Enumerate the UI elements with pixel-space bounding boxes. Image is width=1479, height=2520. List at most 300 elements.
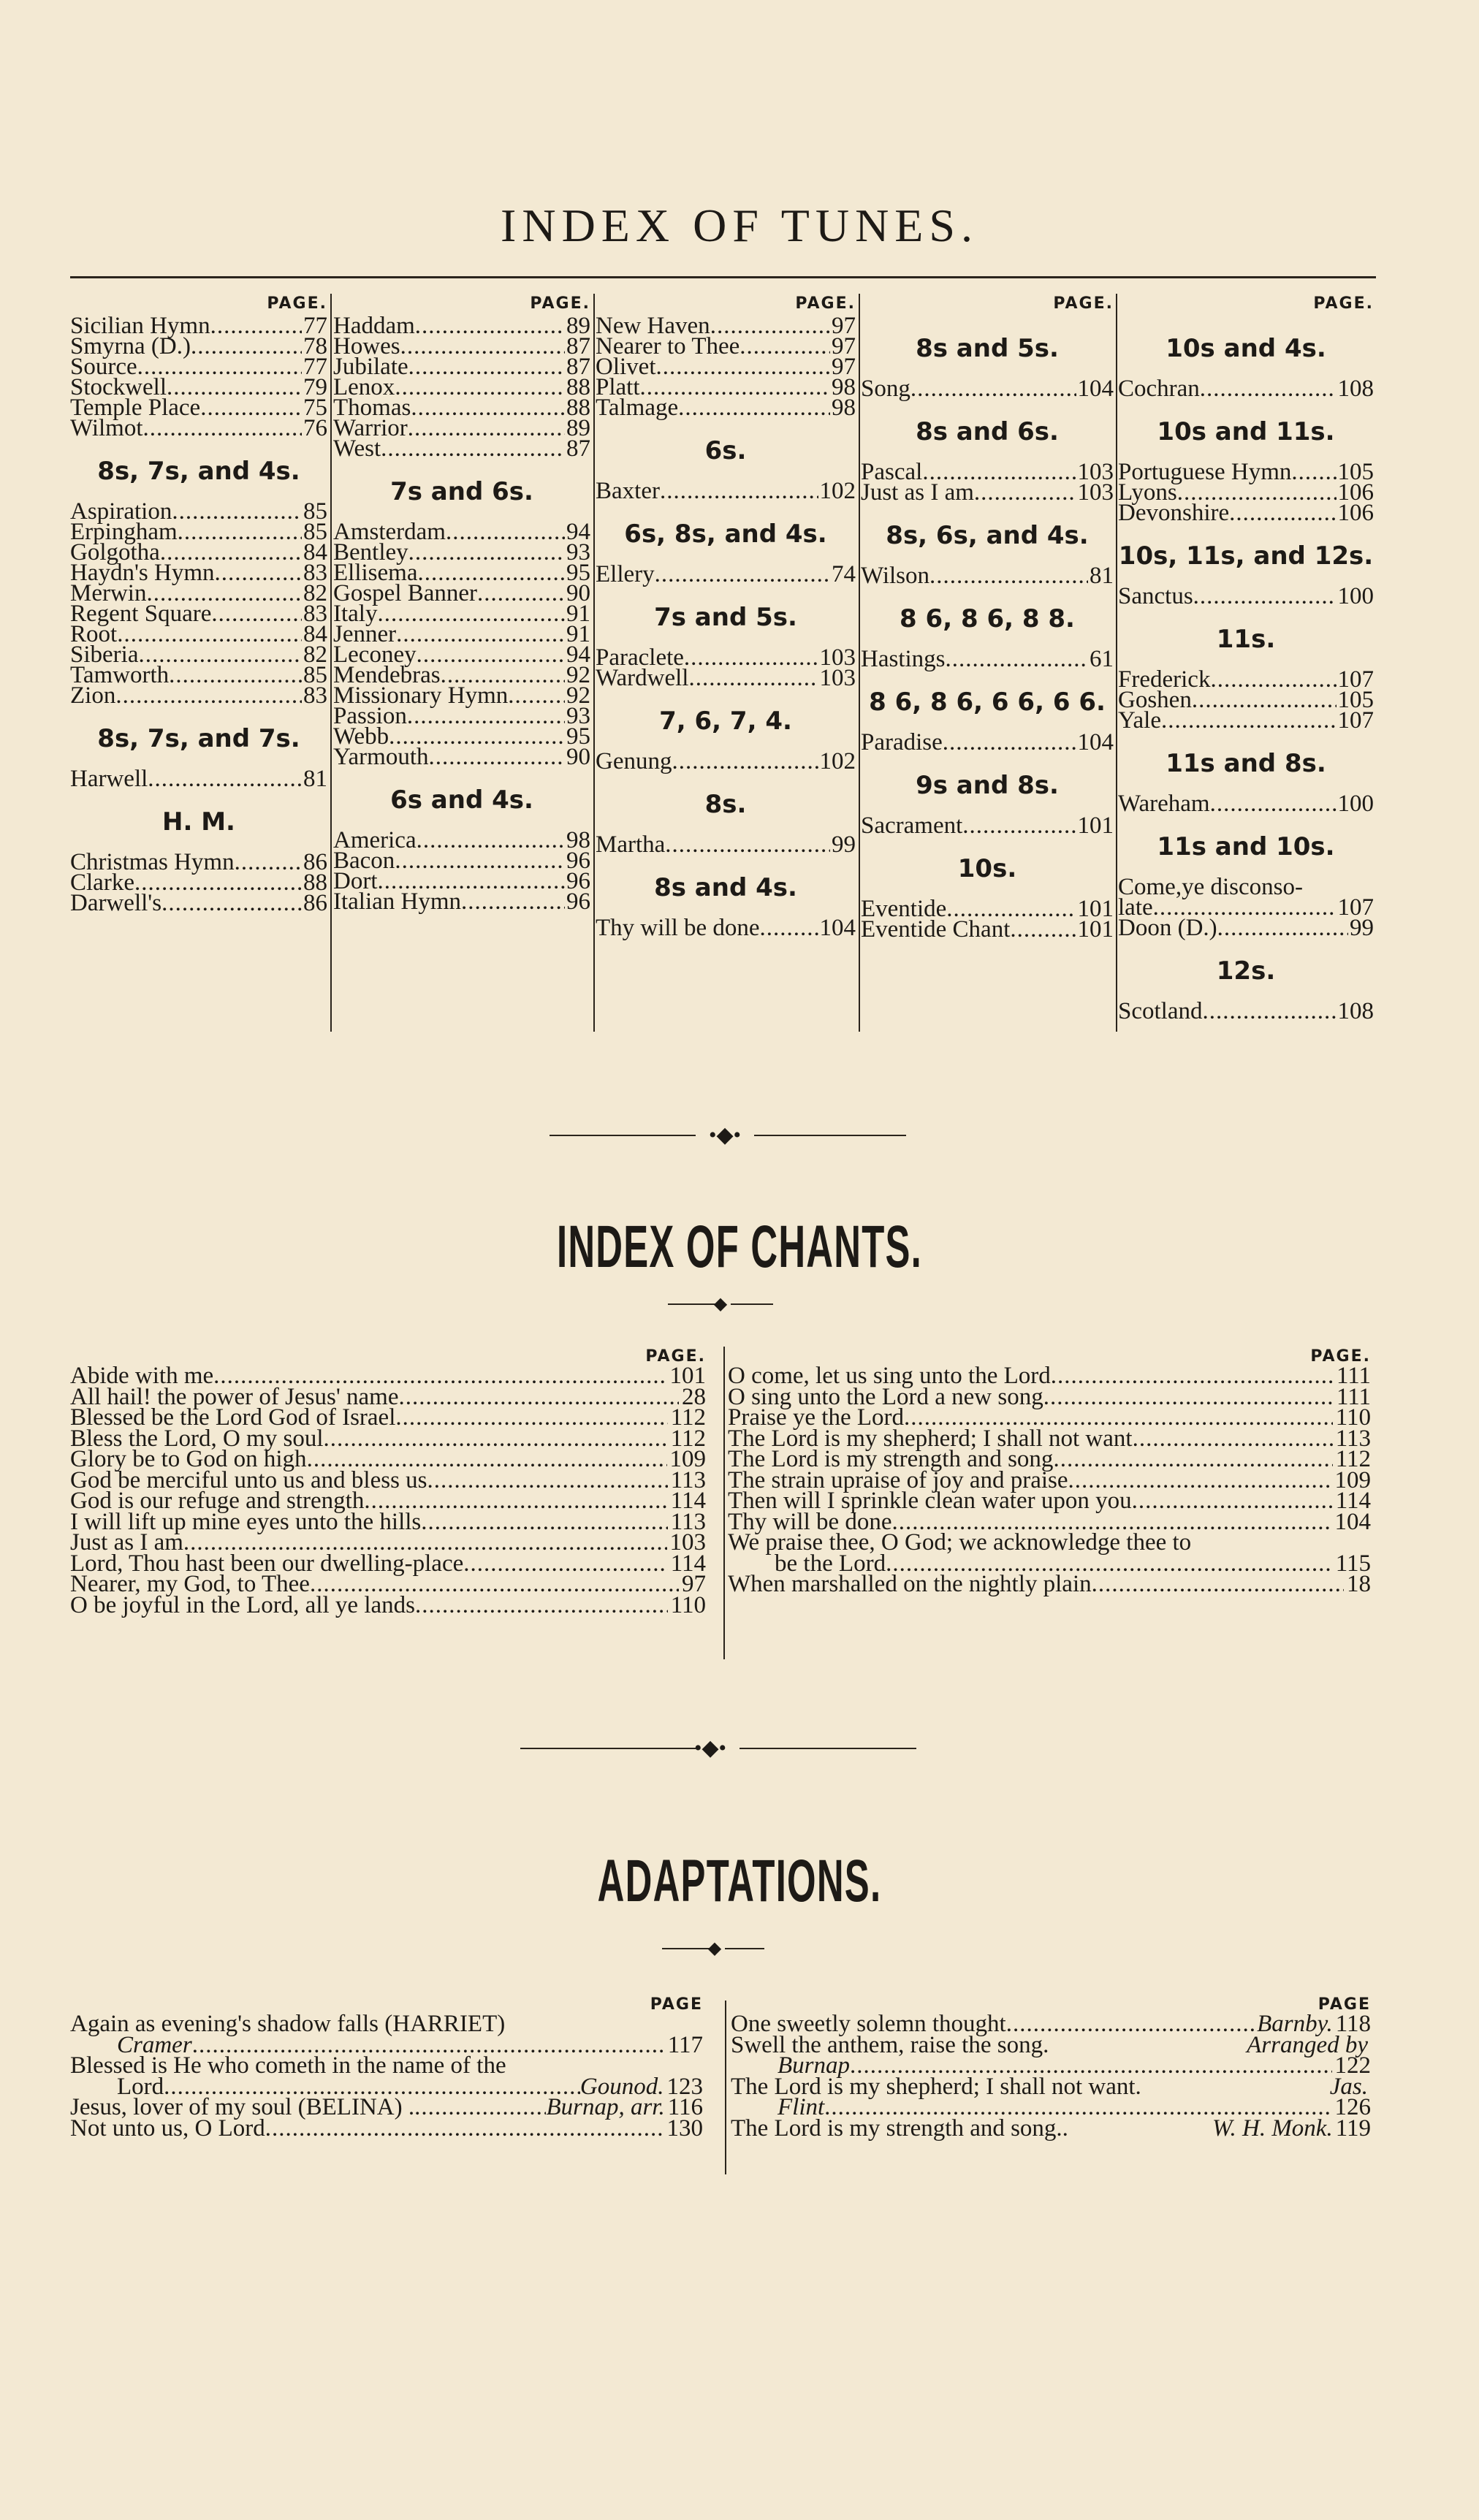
dot-leader bbox=[265, 2118, 664, 2139]
tune-entry bbox=[861, 646, 1114, 672]
dot-leader bbox=[396, 624, 565, 644]
tune-entry bbox=[70, 682, 327, 709]
entry-title: I will lift up mine eyes unto the hills bbox=[70, 1508, 422, 1535]
tune-entry bbox=[1118, 998, 1374, 1024]
meter-heading: 8s, 6s, and 4s. bbox=[886, 521, 1089, 550]
tune-name: Italian Hymn bbox=[333, 888, 462, 915]
tune-page-number: 85 bbox=[303, 498, 327, 525]
dot-leader bbox=[395, 850, 565, 871]
entry-title: We praise thee, O God; we acknowledge thee to bbox=[728, 1529, 1192, 1556]
dot-leader bbox=[395, 377, 565, 397]
tune-page-number: 106 bbox=[1337, 479, 1374, 506]
tune-name: New Haven bbox=[596, 313, 710, 339]
tune-entry bbox=[1118, 376, 1374, 402]
tune-page-number: 99 bbox=[1350, 915, 1374, 941]
page-column-label: PAGE. bbox=[1313, 294, 1374, 313]
dot-leader bbox=[235, 852, 302, 872]
tune-entry bbox=[861, 812, 1114, 839]
tune-name: Wilmot bbox=[70, 415, 143, 441]
tune-name: Haddam bbox=[333, 313, 415, 339]
entry-title: Not unto us, O Lord bbox=[70, 2114, 265, 2142]
meter-heading: 10s. bbox=[957, 854, 1017, 883]
dot-leader bbox=[461, 891, 565, 912]
tune-page-number: 101 bbox=[1077, 916, 1114, 943]
tunes-column-divider bbox=[859, 294, 860, 1032]
dot-leader bbox=[1161, 710, 1337, 731]
tune-name: Howes bbox=[333, 333, 400, 359]
entry-title: One sweetly solemn thought bbox=[731, 2011, 1006, 2037]
entry-title: Nearer, my God, to Thee bbox=[70, 1571, 310, 1597]
dot-leader bbox=[408, 357, 565, 377]
tune-name: Warrior bbox=[333, 415, 408, 441]
tune-entry bbox=[1118, 791, 1374, 817]
dot-leader bbox=[946, 649, 1089, 669]
meter-heading: 10s and 4s. bbox=[1166, 334, 1326, 363]
dot-leader bbox=[117, 624, 302, 644]
tune-page-number: 94 bbox=[566, 642, 590, 668]
tune-page-number: 86 bbox=[303, 890, 327, 916]
dot-leader bbox=[415, 316, 565, 336]
page-column-label: PAGE. bbox=[530, 294, 590, 313]
tune-name: Olivet bbox=[596, 354, 656, 380]
meter-heading: 7s and 5s. bbox=[654, 603, 797, 632]
tune-entry bbox=[596, 561, 856, 587]
dot-leader bbox=[408, 418, 565, 438]
tune-name: Root bbox=[70, 621, 118, 647]
dot-leader bbox=[446, 522, 565, 542]
tune-name: Sanctus bbox=[1118, 583, 1193, 609]
tune-page-number: 104 bbox=[1077, 729, 1114, 755]
adaptations-column-divider bbox=[725, 2001, 726, 2174]
tune-page-number: 91 bbox=[566, 621, 590, 647]
dot-leader bbox=[655, 564, 830, 585]
adaptations-title: ADAPTATIONS. bbox=[597, 1848, 882, 1914]
dot-leader bbox=[655, 357, 830, 377]
entry-title: Abide with me bbox=[70, 1363, 214, 1389]
page-column-label: PAGE. bbox=[795, 294, 856, 313]
dot-leader bbox=[1291, 462, 1336, 482]
tune-name: Bentley bbox=[333, 539, 408, 566]
meter-heading: 8 6, 8 6, 6 6, 6 6. bbox=[869, 688, 1106, 717]
tune-page-number: 103 bbox=[819, 665, 856, 691]
tune-name: Smyrna (D.) bbox=[70, 333, 191, 359]
tune-entry bbox=[1118, 915, 1374, 941]
entry-page-number: 97 bbox=[682, 1571, 706, 1597]
dot-leader bbox=[1192, 690, 1337, 710]
tune-page-number: 75 bbox=[303, 395, 327, 421]
dot-leader bbox=[688, 668, 818, 688]
dot-leader bbox=[1229, 503, 1336, 523]
page-column-label: PAGE bbox=[1318, 1995, 1371, 2014]
tune-entry bbox=[596, 748, 856, 774]
tune-name: Eventide Chant bbox=[861, 916, 1011, 943]
tune-page-number: 83 bbox=[303, 560, 327, 586]
dot-leader bbox=[660, 481, 818, 501]
tune-name: Lyons bbox=[1118, 479, 1177, 506]
tune-page-number: 105 bbox=[1337, 459, 1374, 485]
meter-heading: 7, 6, 7, 4. bbox=[659, 707, 792, 736]
tune-name: Talmage bbox=[596, 395, 679, 421]
entry-page-number: 104 bbox=[1334, 1508, 1371, 1535]
meter-heading: 11s and 10s. bbox=[1157, 832, 1335, 861]
dot-leader bbox=[1132, 1491, 1333, 1512]
tune-name: Lenox bbox=[333, 374, 395, 400]
tune-entry bbox=[596, 665, 856, 691]
chants-ornament-icon: ◆ bbox=[713, 1295, 728, 1314]
tune-name: Paraclete bbox=[596, 644, 684, 671]
dot-leader bbox=[421, 1512, 667, 1533]
tune-page-number: 88 bbox=[566, 395, 590, 421]
tune-page-number: 77 bbox=[303, 313, 327, 339]
tune-name: Golgotha bbox=[70, 539, 160, 566]
tune-name: Ellisema bbox=[333, 560, 418, 586]
entry-page-number: 28 bbox=[682, 1383, 706, 1410]
tune-entry bbox=[596, 395, 856, 421]
tune-entry bbox=[596, 478, 856, 504]
entry-title: O be joyful in the Lord, all ye lands bbox=[70, 1591, 415, 1618]
tune-entry bbox=[1118, 583, 1374, 609]
entry-title: Swell the anthem, raise the song. bbox=[731, 2031, 1049, 2058]
entry-title: O come, let us sing unto the Lord bbox=[728, 1363, 1051, 1389]
tune-page-number: 86 bbox=[303, 849, 327, 875]
dot-leader bbox=[407, 706, 565, 726]
dot-leader bbox=[411, 397, 565, 418]
entry-composer: Arranged by bbox=[1247, 2031, 1368, 2058]
adaptations-left-column bbox=[70, 1995, 703, 2142]
dot-leader bbox=[1092, 1574, 1344, 1595]
tune-name: Webb bbox=[333, 723, 389, 750]
meter-heading: 11s. bbox=[1216, 625, 1276, 654]
entry-title: Praise ye the Lord bbox=[728, 1404, 905, 1431]
entry-page-number: 112 bbox=[670, 1404, 706, 1431]
tunes-top-rule bbox=[70, 276, 1376, 278]
tune-name: Gospel Banner bbox=[333, 580, 478, 606]
tune-page-number: 84 bbox=[303, 539, 327, 566]
tune-page-number: 96 bbox=[566, 888, 590, 915]
meter-heading: 7s and 6s. bbox=[390, 477, 533, 506]
dot-leader bbox=[161, 893, 302, 913]
tune-page-number: 88 bbox=[303, 869, 327, 896]
tune-name: Regent Square bbox=[70, 601, 212, 627]
tune-page-number: 89 bbox=[566, 313, 590, 339]
tune-name: America bbox=[333, 827, 417, 853]
entry-page-number: 111 bbox=[1336, 1383, 1371, 1410]
page-column-label: PAGE. bbox=[645, 1347, 706, 1366]
tune-entry bbox=[1118, 707, 1374, 734]
dot-leader bbox=[169, 665, 302, 685]
entry-page-number: 109 bbox=[1334, 1466, 1371, 1493]
dot-leader bbox=[665, 834, 830, 855]
tune-name: Missionary Hymn bbox=[333, 682, 509, 709]
meter-heading: 10s, 11s, and 12s. bbox=[1118, 541, 1374, 571]
dot-leader bbox=[1193, 586, 1337, 606]
entry-composer: W. H. Monk. bbox=[1212, 2114, 1333, 2142]
tune-page-number: 94 bbox=[566, 519, 590, 545]
tune-name: Merwin bbox=[70, 580, 147, 606]
tune-name: Wardwell bbox=[596, 665, 689, 691]
tune-name: Sicilian Hymn bbox=[70, 313, 210, 339]
tune-name: Temple Place bbox=[70, 395, 201, 421]
tune-page-number: 107 bbox=[1337, 707, 1374, 734]
entry-page-number: 122 bbox=[1334, 2052, 1371, 2079]
entry-title: God is our refuge and strength bbox=[70, 1488, 365, 1514]
tune-name: Jubilate bbox=[333, 354, 408, 380]
tune-name: Portuguese Hymn bbox=[1118, 459, 1292, 485]
tune-page-number: 95 bbox=[566, 560, 590, 586]
tune-name: Martha bbox=[596, 831, 666, 858]
tune-name: Yale bbox=[1118, 707, 1161, 734]
tune-name: Jenner bbox=[333, 621, 397, 647]
tune-page-number: 103 bbox=[1077, 479, 1114, 506]
meter-heading: 10s and 11s. bbox=[1157, 417, 1335, 446]
dot-leader bbox=[191, 336, 302, 357]
tune-name: Darwell's bbox=[70, 890, 162, 916]
index-entry bbox=[731, 2114, 1371, 2142]
tune-name: Wareham bbox=[1118, 791, 1210, 817]
tune-page-number: 92 bbox=[566, 662, 590, 688]
tune-page-number: 87 bbox=[566, 435, 590, 462]
tune-page-number: 102 bbox=[819, 748, 856, 774]
tune-name: Sacrament bbox=[861, 812, 963, 839]
page-column-label: PAGE bbox=[650, 1995, 703, 2014]
dot-leader bbox=[678, 397, 830, 418]
meter-heading: 8s, 7s, and 4s. bbox=[97, 457, 300, 486]
entry-title: The Lord is my strength and song bbox=[728, 1446, 1054, 1472]
chants-small-rule-right bbox=[731, 1303, 773, 1305]
dot-leader bbox=[910, 378, 1076, 399]
tune-page-number: 61 bbox=[1090, 646, 1114, 672]
entry-page-number: 110 bbox=[1335, 1404, 1371, 1431]
tune-entry bbox=[861, 479, 1114, 506]
tune-name: Come,ye disconso- bbox=[1118, 874, 1303, 900]
tune-entry bbox=[596, 915, 856, 941]
tune-name: Amsterdam bbox=[333, 519, 446, 545]
tune-name: Goshen bbox=[1118, 687, 1192, 713]
tune-page-number: 88 bbox=[566, 374, 590, 400]
tune-name: Doon (D.) bbox=[1118, 915, 1217, 941]
tune-entry bbox=[333, 744, 590, 770]
dot-leader bbox=[943, 732, 1076, 753]
entry-title: When marshalled on the nightly plain bbox=[728, 1571, 1092, 1597]
dot-leader bbox=[684, 647, 818, 668]
dot-leader bbox=[508, 685, 565, 706]
entry-composer: Gounod. bbox=[579, 2073, 664, 2100]
dot-leader bbox=[1133, 1428, 1333, 1450]
tune-page-number: 102 bbox=[819, 478, 856, 504]
dot-leader bbox=[1202, 1001, 1336, 1021]
tune-page-number: 99 bbox=[832, 831, 856, 858]
entry-page-number: 109 bbox=[669, 1446, 706, 1472]
tune-page-number: 108 bbox=[1337, 376, 1374, 402]
tune-name: Just as I am bbox=[861, 479, 974, 506]
tune-name: Genung bbox=[596, 748, 672, 774]
tunes-column-divider bbox=[1116, 294, 1117, 1032]
tune-page-number: 96 bbox=[566, 868, 590, 894]
meter-heading: 8s. bbox=[704, 790, 747, 819]
tune-name: Tamworth bbox=[70, 662, 170, 688]
index-entry bbox=[728, 1571, 1371, 1597]
tune-page-number: 108 bbox=[1337, 998, 1374, 1024]
tune-page-number: 97 bbox=[832, 333, 856, 359]
dot-leader bbox=[962, 815, 1076, 836]
tune-page-number: 82 bbox=[303, 642, 327, 668]
entry-title: Burnap bbox=[777, 2052, 850, 2079]
tune-name: Thy will be done bbox=[596, 915, 760, 941]
tune-entry bbox=[861, 729, 1114, 755]
tune-page-number: 81 bbox=[303, 766, 327, 792]
ornament-divider2-icon: •◆• bbox=[693, 1736, 727, 1760]
entry-title: Flint bbox=[777, 2094, 825, 2120]
dot-leader bbox=[1010, 919, 1076, 940]
tune-page-number: 107 bbox=[1337, 894, 1374, 921]
tune-page-number: 87 bbox=[566, 333, 590, 359]
entry-title: Then will I sprinkle clean water upon you bbox=[728, 1488, 1132, 1514]
dot-leader bbox=[399, 1387, 680, 1408]
tune-name: Song bbox=[861, 376, 910, 402]
tune-name: Eventide bbox=[861, 896, 947, 922]
entry-title: Again as evening's shadow falls (HARRIET) bbox=[70, 2011, 506, 2037]
tunes-column-1 bbox=[70, 294, 327, 916]
tune-page-number: 77 bbox=[303, 354, 327, 380]
tune-page-number: 101 bbox=[1077, 896, 1114, 922]
dot-leader bbox=[200, 397, 302, 418]
chants-column-divider bbox=[723, 1347, 725, 1659]
meter-heading: 8s and 5s. bbox=[916, 334, 1059, 363]
entry-page-number: 113 bbox=[670, 1466, 706, 1493]
divider-left-line bbox=[550, 1135, 696, 1136]
dot-leader bbox=[381, 438, 565, 459]
dot-leader bbox=[172, 501, 302, 522]
dot-leader bbox=[115, 685, 302, 706]
entry-page-number: 123 bbox=[666, 2073, 703, 2100]
dot-leader bbox=[1217, 918, 1348, 938]
tune-name: Mendebras bbox=[333, 662, 441, 688]
dot-leader bbox=[400, 336, 565, 357]
entry-title: The Lord is my shepherd; I shall not want. bbox=[731, 2073, 1141, 2100]
entry-title: Cramer bbox=[117, 2031, 192, 2058]
tune-page-number: 98 bbox=[566, 827, 590, 853]
meter-heading: 6s and 4s. bbox=[390, 785, 533, 815]
chants-title: INDEX OF CHANTS. bbox=[556, 1214, 923, 1280]
index-entry bbox=[731, 2073, 1371, 2100]
tune-page-number: 83 bbox=[303, 601, 327, 627]
dot-leader bbox=[477, 583, 565, 604]
dot-leader bbox=[408, 542, 565, 563]
tune-name: Hastings bbox=[861, 646, 946, 672]
tune-name: Passion bbox=[333, 703, 407, 729]
tune-page-number: 85 bbox=[303, 662, 327, 688]
dot-leader bbox=[760, 918, 818, 938]
adapt-ornament-icon: ◆ bbox=[707, 1939, 722, 1958]
entry-title: The Lord is my strength and song.. bbox=[731, 2114, 1068, 2142]
chants-left-column bbox=[70, 1347, 706, 1618]
dot-leader bbox=[210, 316, 302, 336]
tune-page-number: 89 bbox=[566, 415, 590, 441]
divider2-right-line bbox=[740, 1748, 916, 1749]
tune-entry bbox=[70, 766, 327, 792]
tunes-column-5 bbox=[1118, 294, 1374, 1024]
tune-entry bbox=[1118, 874, 1374, 900]
dot-leader bbox=[215, 563, 302, 583]
entry-page-number: 115 bbox=[1335, 1550, 1371, 1577]
tune-name: Pascal bbox=[861, 459, 923, 485]
tune-page-number: 76 bbox=[303, 415, 327, 441]
tune-name: Stockwell bbox=[70, 374, 167, 400]
dot-leader bbox=[323, 1428, 667, 1450]
dot-leader bbox=[143, 418, 303, 438]
tunes-column-divider bbox=[593, 294, 595, 1032]
tunes-column-3 bbox=[596, 294, 856, 941]
entry-page-number: 112 bbox=[670, 1425, 706, 1452]
tune-name: Platt bbox=[596, 374, 640, 400]
tune-name: Ellery bbox=[596, 561, 655, 587]
tune-name: Thomas bbox=[333, 395, 411, 421]
divider-right-line bbox=[754, 1135, 906, 1136]
entry-title: Just as I am bbox=[70, 1529, 183, 1556]
tunes-column-2 bbox=[333, 294, 590, 915]
tune-name: Frederick bbox=[1118, 666, 1211, 693]
tune-name: Bacon bbox=[333, 848, 395, 874]
entry-title: O sing unto the Lord a new song bbox=[728, 1383, 1043, 1410]
tune-name: Baxter bbox=[596, 478, 660, 504]
entry-page-number: 101 bbox=[669, 1363, 706, 1389]
dot-leader bbox=[148, 769, 302, 789]
entry-title: Thy will be done bbox=[728, 1508, 892, 1535]
tune-page-number: 105 bbox=[1337, 687, 1374, 713]
tune-page-number: 79 bbox=[303, 374, 327, 400]
meter-heading: 8 6, 8 6, 8 8. bbox=[900, 604, 1075, 633]
dot-leader bbox=[463, 1553, 667, 1575]
tune-entry bbox=[70, 890, 327, 916]
tune-page-number: 97 bbox=[832, 313, 856, 339]
tune-entry bbox=[333, 888, 590, 915]
entry-title: Blessed be the Lord God of Israel bbox=[70, 1404, 396, 1431]
entry-page-number: 114 bbox=[670, 1550, 706, 1577]
dot-leader bbox=[1053, 1449, 1332, 1470]
entry-composer: Jas. bbox=[1329, 2073, 1368, 2100]
entry-page-number: 117 bbox=[667, 2031, 703, 2058]
page-column-label: PAGE. bbox=[1310, 1347, 1371, 1366]
entry-page-number: 118 bbox=[1335, 2011, 1371, 2037]
entry-page-number: 111 bbox=[1336, 1363, 1371, 1389]
tune-page-number: 100 bbox=[1337, 791, 1374, 817]
tune-name: Haydn's Hymn bbox=[70, 560, 215, 586]
dot-leader bbox=[740, 336, 830, 357]
adaptations-right-column bbox=[731, 1995, 1371, 2142]
page-column-label: PAGE. bbox=[1053, 294, 1114, 313]
meter-heading: 8s, 7s, and 7s. bbox=[97, 724, 300, 753]
dot-leader bbox=[395, 1407, 667, 1428]
tune-page-number: 104 bbox=[1077, 376, 1114, 402]
entry-title: Glory be to God on high bbox=[70, 1446, 307, 1472]
tune-page-number: 93 bbox=[566, 539, 590, 566]
entry-page-number: 113 bbox=[670, 1508, 706, 1535]
tune-name: Source bbox=[70, 354, 137, 380]
meter-heading: 9s and 8s. bbox=[916, 771, 1059, 800]
tune-page-number: 97 bbox=[832, 354, 856, 380]
tune-name: Nearer to Thee bbox=[596, 333, 740, 359]
tune-entry bbox=[1118, 500, 1374, 526]
tune-name: Siberia bbox=[70, 642, 139, 668]
tune-name: Erpingham bbox=[70, 519, 178, 545]
tune-page-number: 85 bbox=[303, 519, 327, 545]
entry-page-number: 130 bbox=[666, 2114, 703, 2142]
entry-page-number: 116 bbox=[667, 2094, 703, 2120]
tune-page-number: 87 bbox=[566, 354, 590, 380]
tune-name: West bbox=[333, 435, 381, 462]
tune-page-number: 95 bbox=[566, 723, 590, 750]
entry-title: Bless the Lord, O my soul bbox=[70, 1425, 324, 1452]
